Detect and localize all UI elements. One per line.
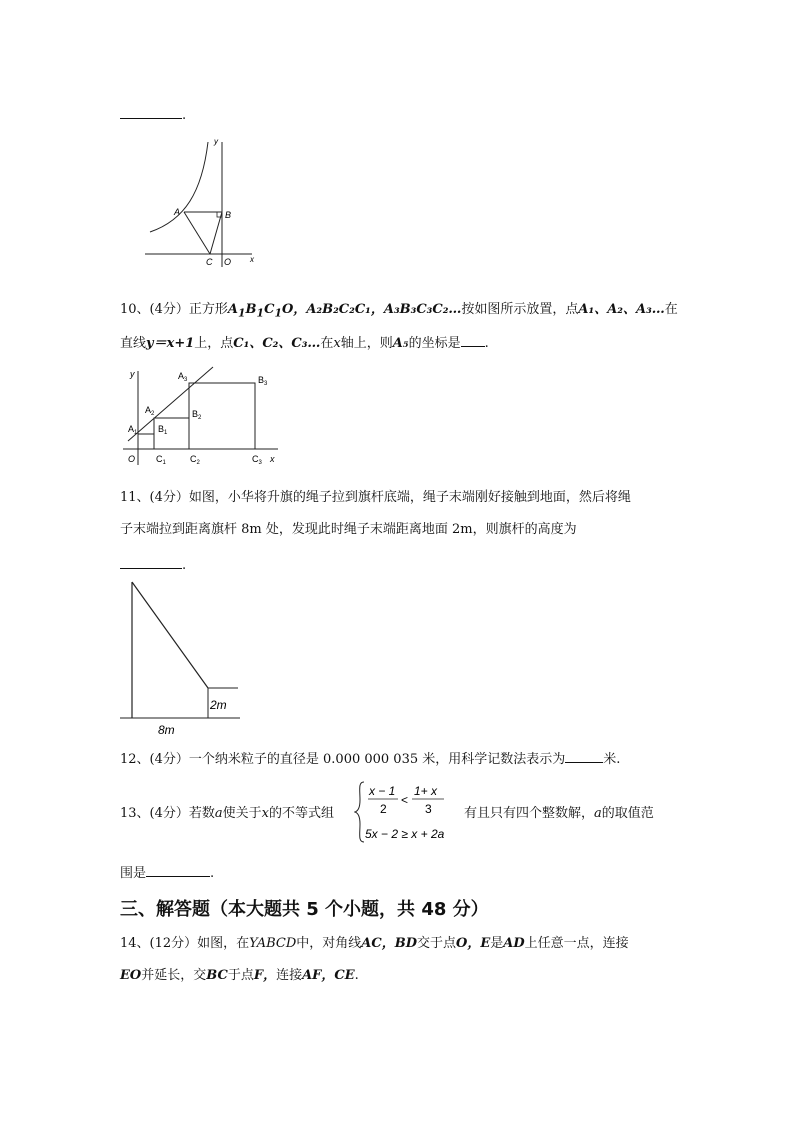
top-answer-line: . xyxy=(120,104,186,126)
fraction-1-denominator: 2 xyxy=(380,802,387,816)
question-13-line-1: 13、(4分）若数a使关于x的不等式组 xyxy=(120,806,335,821)
question-10-line-1: 10、(4分）正方形$A_1B_1C_1O$，A₂B₂C₂C₁，A₃B₃C₃C₂…按如图所示放置，点A₁、A₂、A₃…在 xyxy=(120,302,678,320)
question-10-line-2: 直线y＝x+1上，点C₁、C₂、C₃…在x轴上，则A₅的坐标是 . xyxy=(120,332,489,354)
label-C: C xyxy=(206,257,213,267)
question-14-line-2: EO并延长，交BC于点F，连接AF，CE. xyxy=(120,968,359,983)
figure-squares xyxy=(118,365,288,477)
question-11-line-1: 11、(4分）如图，小华将升旗的绳子拉到旗杆底端，绳子末端刚好接触到地面，然后将绳 xyxy=(120,490,631,505)
fraction-2-denominator: 3 xyxy=(425,802,432,816)
inequality-2: 5x − 2 ≥ x + 2a xyxy=(365,827,445,841)
label-O: O xyxy=(128,454,136,464)
answer-blank xyxy=(120,554,182,569)
label-x: x xyxy=(250,255,254,264)
figure-flagpole xyxy=(118,578,248,742)
label-B3: $B_3$ xyxy=(258,375,268,387)
label-A3: $A_3$ xyxy=(178,371,188,383)
label-C1: $C_1$ xyxy=(156,454,166,466)
label-2m: 2m xyxy=(210,698,227,712)
label-y: y xyxy=(214,137,218,146)
answer-blank xyxy=(461,332,485,347)
question-13-line-2: 围是 . xyxy=(120,862,214,884)
label-A2: $A_2$ xyxy=(145,405,155,417)
label-A: A xyxy=(174,207,181,217)
line-y-eq-x-plus-1 xyxy=(128,367,213,441)
brace xyxy=(355,782,364,842)
label-B: B xyxy=(225,210,232,220)
label-O: O xyxy=(224,257,232,267)
inequality-system xyxy=(354,780,454,848)
fraction-2-numerator: 1+ x xyxy=(414,784,438,798)
rope xyxy=(132,582,208,688)
hyperbola-curve xyxy=(150,142,208,232)
square-1 xyxy=(138,434,154,449)
label-A1: $A_1$ xyxy=(128,424,138,436)
label-C2: $C_2$ xyxy=(190,454,200,466)
label-8m: 8m xyxy=(158,723,175,737)
answer-blank xyxy=(146,862,210,877)
answer-blank xyxy=(565,748,603,763)
question-11-line-3: . xyxy=(120,554,186,576)
less-than: < xyxy=(401,793,409,807)
question-13-line-1-suffix: 有且只有四个整数解，a的取值范 xyxy=(464,806,654,821)
segment-AC xyxy=(184,212,210,254)
label-B1: $B_1$ xyxy=(158,424,168,436)
label-C3: $C_3$ xyxy=(252,454,262,466)
question-14-line-1: 14、(12分）如图，在YABCD中，对角线AC，BD交于点O，E是AD上任意一点，连接 xyxy=(120,936,629,951)
answer-blank xyxy=(120,104,182,119)
label-y: y xyxy=(130,369,135,379)
segment-CB xyxy=(210,212,222,254)
question-12: 12、(4分）一个纳米粒子的直径是 0.000 000 035 米，用科学记数法表示为 米. xyxy=(120,748,620,770)
figure-curve-triangle xyxy=(140,132,270,276)
label-B2: $B_2$ xyxy=(192,409,202,421)
label-x: x xyxy=(270,454,275,464)
question-11-line-2: 子末端拉到距离旗杆 8m 处，发现此时绳子末端距离地面 2m，则旗杆的高度为 xyxy=(120,522,577,537)
section-heading: 三、解答题（本大题共 5 个小题，共 48 分） xyxy=(120,899,489,920)
fraction-1-numerator: x − 1 xyxy=(369,784,396,798)
